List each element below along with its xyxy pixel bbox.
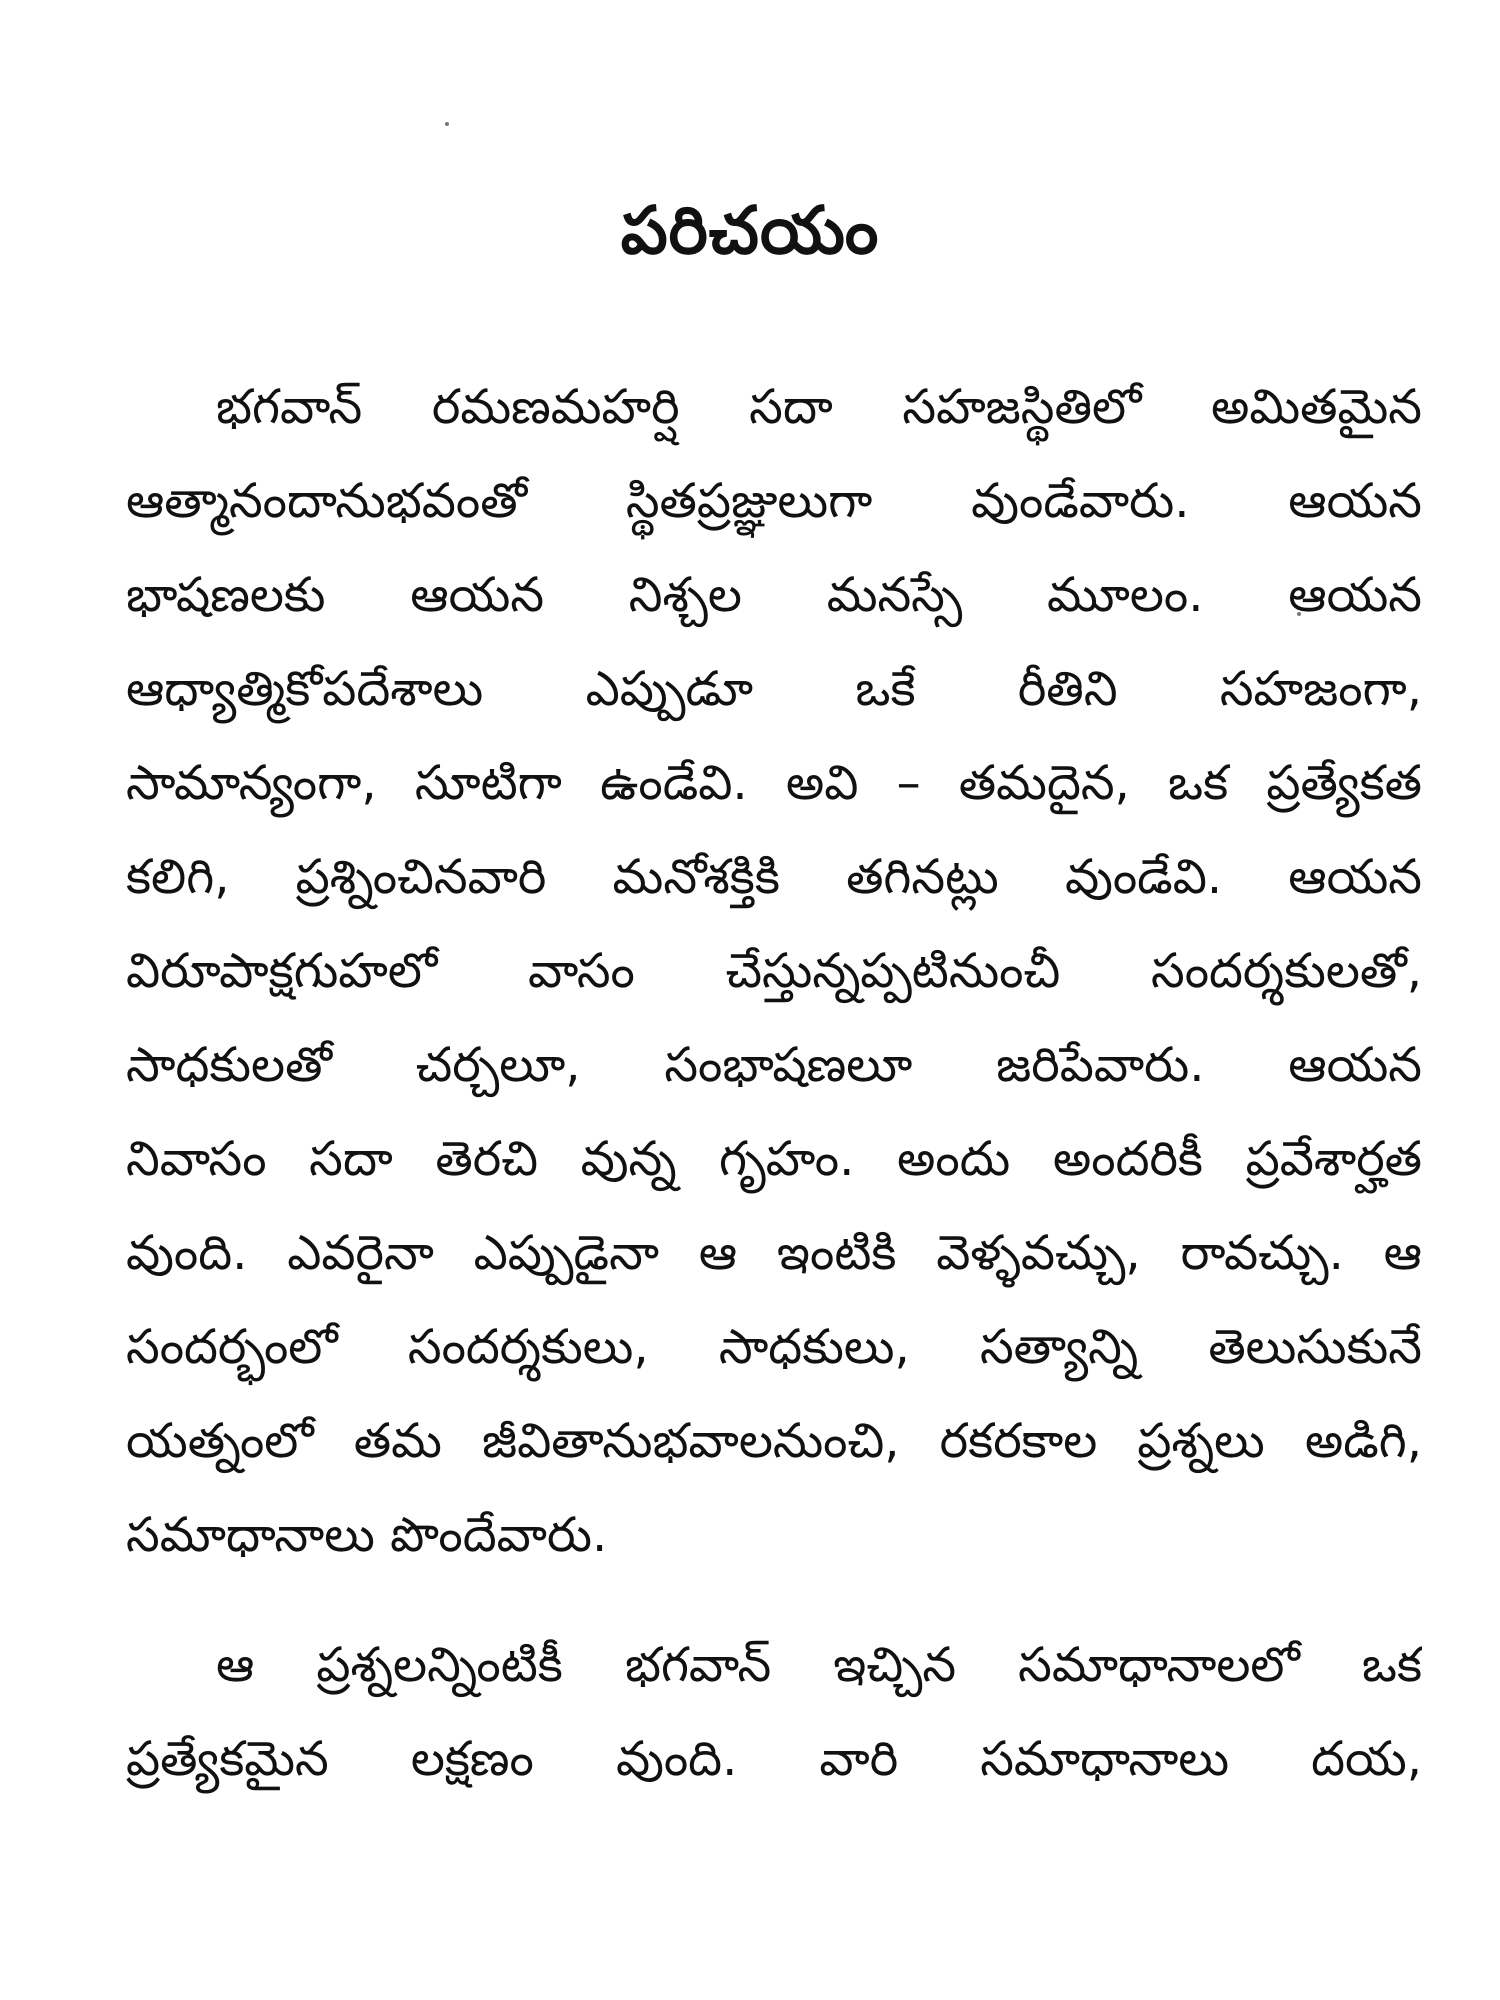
text-line: యత్నంలో తమ జీవితానుభవాలనుంచి, రకరకాల ప్రశ్నలు అడిగి, xyxy=(126,1413,1422,1469)
body-text xyxy=(126,360,1422,1806)
text-line: ఆ ప్రశ్నలన్నింటికీ భగవాన్ ఇచ్చిన సమాధానాలలో ఒక xyxy=(216,1637,1422,1693)
paragraph-2 xyxy=(126,1618,1422,1806)
text-line: సందర్భంలో సందర్శకులు, సాధకులు, సత్యాన్ని తెలుసుకునే xyxy=(126,1319,1422,1375)
text-line: ఆధ్యాత్మికోపదేశాలు ఎప్పుడూ ఒకే రీతిని సహజంగా, xyxy=(126,661,1422,717)
speck-mark xyxy=(445,122,449,126)
text-line: ప్రత్యేకమైన లక్షణం వుంది. వారి సమాధానాలు దయ, xyxy=(126,1731,1422,1787)
paragraph-1 xyxy=(126,360,1422,1582)
text-line: కలిగి, ప్రశ్నించినవారి మనోశక్తికి తగినట్లు వుండేవి. ఆయన xyxy=(126,849,1422,905)
text-line: వుంది. ఎవరైనా ఎప్పుడైనా ఆ ఇంటికి వెళ్ళవచ్చు, రావచ్చు. ఆ xyxy=(126,1225,1422,1281)
text-line: నివాసం సదా తెరచి వున్న గృహం. అందు అందరికీ ప్రవేశార్హత xyxy=(126,1131,1422,1187)
text-line: ఆత్మానందానుభవంతో స్థితప్రజ్ఞులుగా వుండేవారు. ఆయన xyxy=(126,473,1422,529)
text-line: సామాన్యంగా, సూటిగా ఉండేవి. అవి – తమదైన, ఒక ప్రత్యేకత xyxy=(126,755,1422,811)
paragraph-spacer xyxy=(126,1582,1422,1618)
text-line: సమాధానాలు పొందేవారు. xyxy=(126,1507,608,1563)
page-title: పరిచయం xyxy=(620,192,880,269)
text-line: విరూపాక్షగుహలో వాసం చేస్తున్నప్పటినుంచీ సందర్శకులతో, xyxy=(126,943,1422,999)
text-line: భాషణలకు ఆయన నిశ్చల మనస్సే మూలం. ఆయన xyxy=(126,567,1422,623)
text-line: సాధకులతో చర్చలూ, సంభాషణలూ జరిపేవారు. ఆయన xyxy=(126,1037,1422,1093)
text-line: భగవాన్ రమణమహర్షి సదా సహజస్థితిలో అమితమైన xyxy=(216,379,1422,435)
